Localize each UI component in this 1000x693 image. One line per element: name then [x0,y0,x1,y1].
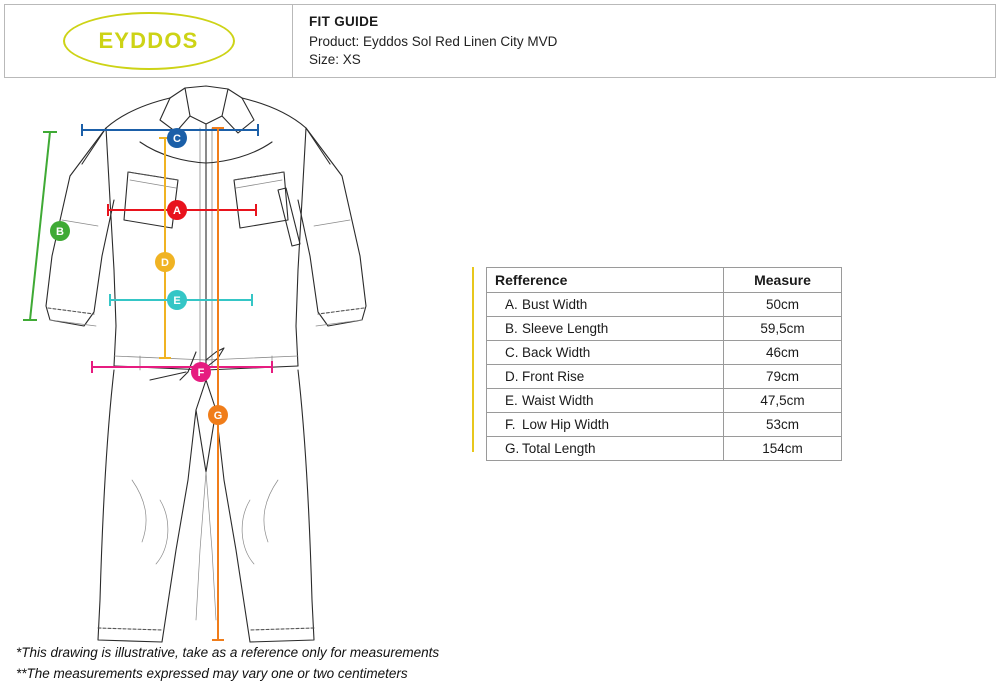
marker-c [167,128,187,148]
marker-e [167,290,187,310]
reference-cell [487,437,724,461]
marker-b [50,221,70,241]
measurements-table-wrap [486,267,842,461]
reference-letter: C. [505,345,519,360]
marker-a [167,200,187,220]
reference-name: Total Length [522,441,596,456]
reference-cell [487,293,724,317]
table-row [487,365,842,389]
logo-cell [5,5,293,77]
header-bar [4,4,996,78]
svg-text:B: B [56,226,64,238]
reference-letter: D. [505,369,519,384]
measure-cell: 47,5cm [724,389,842,413]
reference-name: Sleeve Length [522,321,609,336]
header-info [293,5,995,77]
logo-text: EYDDOS [98,28,199,53]
size-label: Size: XS [309,52,361,67]
measure-line-d [159,138,171,358]
reference-cell [487,341,724,365]
svg-text:D: D [161,257,169,269]
marker-g [208,405,228,425]
reference-letter: A. [505,297,518,312]
reference-cell [487,413,724,437]
svg-text:C: C [173,133,181,145]
col-reference: Refference [487,268,724,293]
svg-text:F: F [197,367,205,379]
measure-cell: 50cm [724,293,842,317]
page-title: FIT GUIDE [309,14,379,29]
reference-cell [487,317,724,341]
marker-f [191,362,211,382]
measure-cell: 46cm [724,341,842,365]
measure-line-f [92,361,272,373]
svg-text:G: G [213,410,223,422]
measurements-table [486,267,842,461]
table-row [487,317,842,341]
reference-letter: G. [505,441,520,456]
table-row [487,293,842,317]
reference-letter: E. [505,393,518,408]
reference-letter: F. [505,417,516,432]
reference-name: Bust Width [522,297,588,312]
reference-cell [487,389,724,413]
table-row [487,389,842,413]
measure-line-g [212,128,224,640]
reference-letter: B. [505,321,518,336]
measure-cell: 79cm [724,365,842,389]
marker-d [155,252,175,272]
garment-technical-drawing [10,80,470,650]
footnote-1: *This drawing is illustrative, take as a reference only for measurements [16,645,440,661]
table-row [487,341,842,365]
footnote-2: **The measurements expressed may vary one or two centimeters [16,666,408,682]
table-row [487,437,842,461]
table-accent-line [472,267,474,452]
svg-text:E: E [173,295,181,307]
reference-name: Low Hip Width [522,417,610,432]
col-measure: Measure [724,268,842,293]
reference-cell [487,365,724,389]
measure-cell: 59,5cm [724,317,842,341]
brand-logo [63,12,235,70]
svg-text:A: A [173,205,181,217]
product-label: Product: Eyddos Sol Red Linen City MVD [309,34,558,49]
reference-name: Back Width [522,345,591,360]
measure-cell: 154cm [724,437,842,461]
footnotes [16,643,439,685]
reference-name: Waist Width [522,393,594,408]
reference-name: Front Rise [522,369,585,384]
measure-cell: 53cm [724,413,842,437]
table-header-row [487,268,842,293]
table-row [487,413,842,437]
